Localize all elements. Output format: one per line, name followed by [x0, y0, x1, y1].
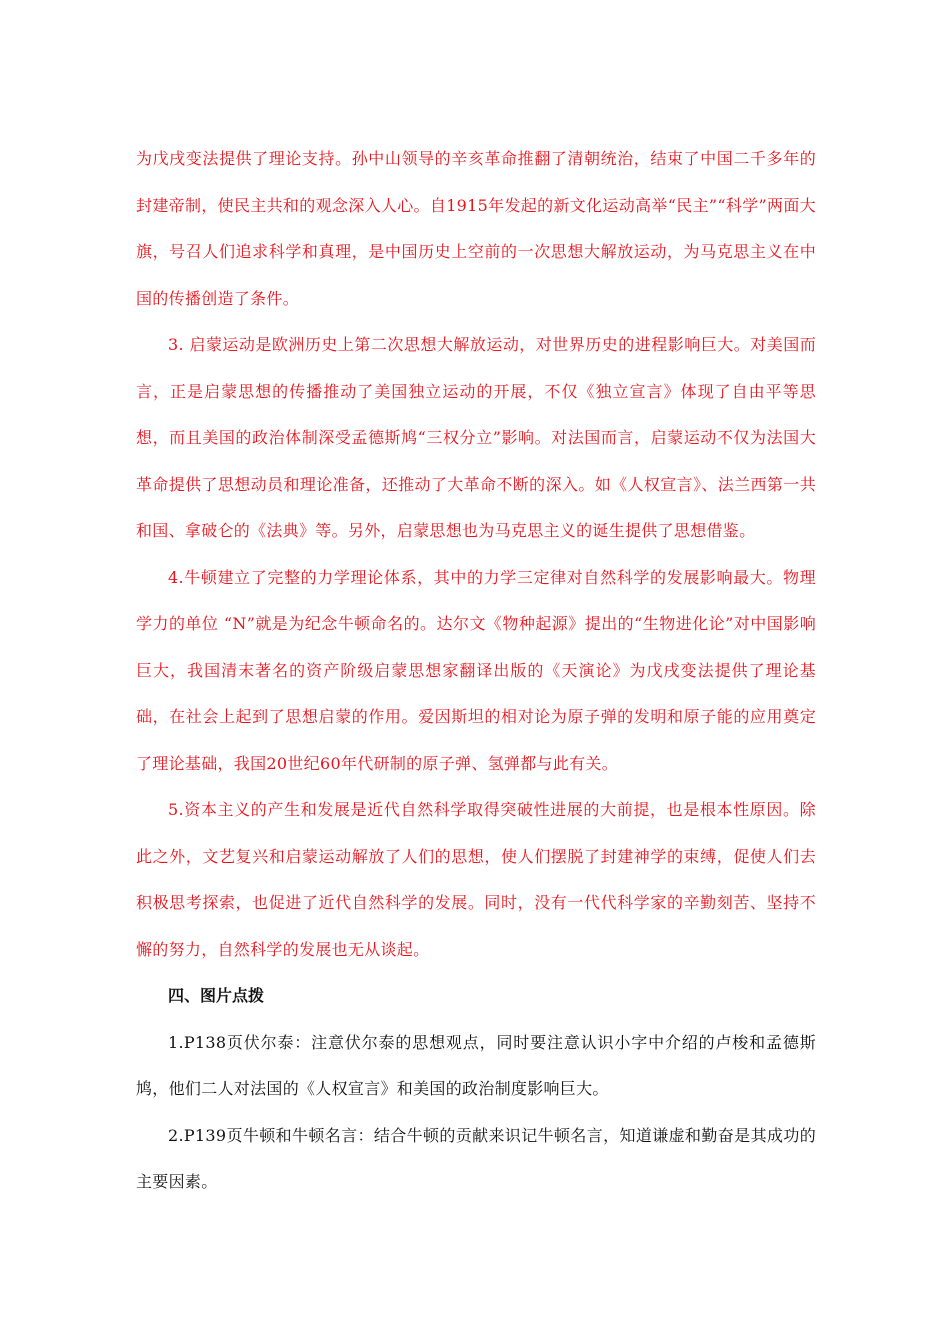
document-page [136, 136, 816, 1206]
answer-paragraph-5: 5.资本主义的产生和发展是近代自然科学取得突破性进展的大前提，也是根本性原因。除此之外，文艺复兴和启蒙运动解放了人们的思想，使人们摆脱了封建神学的束缚，促使人们去积极思考探索，也促进了近代自然科学的发展。同时，没有一代代科学家的辛勤刻苦、坚持不懈的努力，自然科学的发展也无从谈起。 [136, 800, 816, 959]
answer-paragraph-4: 4.牛顿建立了完整的力学理论体系，其中的力学三定律对自然科学的发展影响最大。物理学力的单位 “N”就是为纪念牛顿命名的。达尔文《物种起源》提出的“生物进化论”对中国影响巨大，我国清末著名的资产阶级启蒙思想家翻译出版的《天演论》为戊戌变法提供了理论基础，在社会上起到了思想启蒙的作用。爱因斯坦的相对论为原子弹的发明和原子能的应用奠定了理论基础，我国20世纪60年代研制的原子弹、氢弹都与此有关。 [136, 567, 816, 773]
section-heading: 四、图片点拨 [168, 986, 265, 1005]
picture-note-2: 2.P139页牛顿和牛顿名言：结合牛顿的贡献来识记牛顿名言，知道谦虚和勤奋是其成功的主要因素。 [136, 1125, 816, 1191]
answer-paragraph-3: 3. 启蒙运动是欧洲历史上第二次思想大解放运动，对世界历史的进程影响巨大。对美国而言，正是启蒙思想的传播推动了美国独立运动的开展，不仅《独立宣言》体现了自由平等思想，而且美国的政治体制深受孟德斯鸠“三权分立”影响。对法国而言，启蒙运动不仅为法国大革命提供了思想动员和理论准备，还推动了大革命不断的深入。如《人权宣言》、法兰西第一共和国、拿破仑的《法典》等。另外，启蒙思想也为马克思主义的诞生提供了思想借鉴。 [136, 335, 816, 540]
answer-paragraph-continued: 为戊戌变法提供了理论支持。孙中山领导的辛亥革命推翻了清朝统治，结束了中国二千多年的封建帝制，使民主共和的观念深入人心。自1915年发起的新文化运动高举“民主”“科学”两面大旗，号召人们追求科学和真理，是中国历史上空前的一次思想大解放运动，为马克思主义在中国的传播创造了条件。 [136, 149, 816, 308]
picture-note-1: 1.P138页伏尔泰：注意伏尔泰的思想观点，同时要注意认识小字中介绍的卢梭和孟德斯鸠，他们二人对法国的《人权宣言》和美国的政治制度影响巨大。 [136, 1032, 816, 1098]
